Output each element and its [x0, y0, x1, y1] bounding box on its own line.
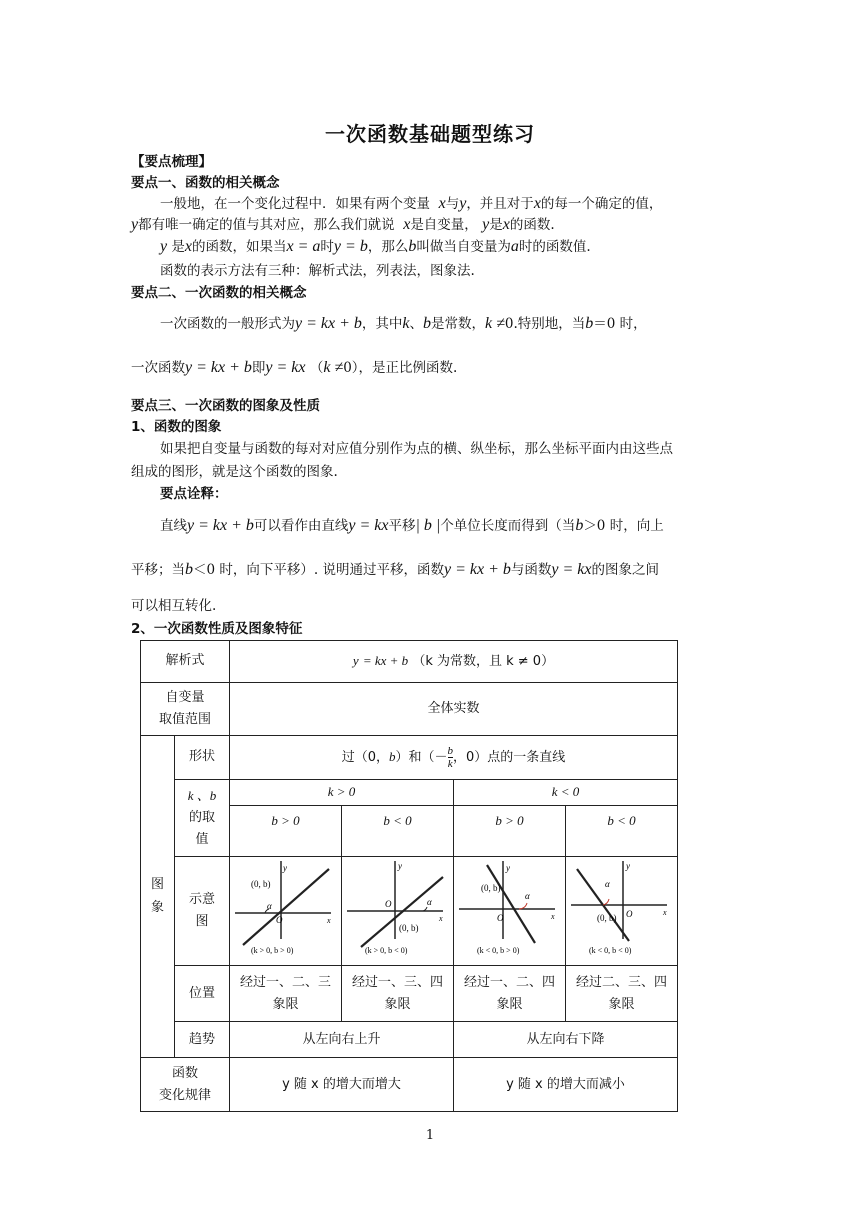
svg-text:O: O [496, 913, 503, 923]
graph-k-neg-b-neg [567, 857, 677, 957]
rule-up: y 随 x 的增大而增大 [230, 1058, 454, 1112]
svg-text:O: O [275, 915, 282, 925]
s3-sub-1: 1、函数的图象 [131, 419, 222, 435]
graph-label: 示意 图 [175, 857, 230, 966]
section-2-heading: 要点二、一次函数的相关概念 [131, 285, 307, 301]
svg-text:α: α [524, 891, 530, 901]
section-3-heading: 要点三、一次函数的图象及性质 [131, 398, 320, 414]
svg-text:x: x [326, 916, 331, 925]
svg-text:O: O [625, 909, 632, 919]
svg-text:α: α [266, 901, 272, 911]
caption-2: (k > 0, b < 0) [364, 946, 407, 955]
svg-text:α: α [604, 879, 610, 889]
graph-k-pos-b-neg [343, 857, 453, 957]
graph-cell-3 [454, 857, 566, 966]
svg-text:x: x [438, 914, 443, 923]
row-expression-label: 解析式 [141, 641, 230, 683]
s2-line-1: 一次函数的一般形式为y = kx + b，其中k、b是常数，k ≠0.特别地，当b＝0 时， [160, 315, 647, 332]
svg-text:O: O [384, 899, 391, 909]
row-domain-label: 自变量 取值范围 [141, 683, 230, 736]
svg-text:(0, b): (0, b) [480, 883, 500, 893]
row-domain-value: 全体实数 [230, 683, 678, 736]
s3-note: 要点诠释： [160, 486, 228, 502]
position-1: 经过一、二、三 象限 [230, 966, 342, 1022]
svg-text:(0, b): (0, b) [596, 913, 616, 923]
caption-3: (k < 0, b > 0) [476, 946, 519, 955]
graph-cell-2 [342, 857, 454, 966]
svg-text:y: y [282, 863, 287, 873]
s3-para-1: 如果把自变量与函数的每对对应值分别作为点的横、纵坐标，那么坐标平面内由这些点 [160, 441, 673, 457]
graph-k-neg-b-pos [455, 857, 565, 957]
svg-text:x: x [662, 908, 667, 917]
position-3: 经过一、二、四 象限 [454, 966, 566, 1022]
trend-up: 从左向右上升 [230, 1022, 454, 1058]
s3-line-1: 直线y = kx + b可以看作由直线y = kx平移| b |个单位长度而得到（当b＞0 时，向上 [160, 517, 664, 534]
graph-cell-1 [230, 857, 342, 966]
s1-line-3: y 是x的函数，如果当x = a时y = b，那么b叫做当自变量为a时的函数值. [160, 238, 591, 255]
trend-down: 从左向右下降 [454, 1022, 678, 1058]
row-expression-value: y = kx + b （k 为常数，且 k ≠ 0） [230, 641, 678, 683]
s1-line-1: 一般地，在一个变化过程中．如果有两个变量 x与y，并且对于x的每一个确定的值， [160, 195, 663, 212]
graph-group-label: 图 象 [141, 736, 175, 1058]
b-case-4: b < 0 [566, 806, 678, 857]
s2-line-2: 一次函数y = kx + b即y = kx （k ≠0），是正比例函数. [131, 359, 458, 376]
kb-label: k 、b 的取 值 [175, 780, 230, 857]
page-title: 一次函数基础题型练习 [325, 122, 535, 146]
position-4: 经过二、三、四 象限 [566, 966, 678, 1022]
svg-text:y: y [625, 861, 630, 871]
position-2: 经过一、三、四 象限 [342, 966, 454, 1022]
s3-para-2: 组成的图形，就是这个函数的图象. [131, 464, 338, 480]
svg-text:(0, b): (0, b) [250, 879, 270, 889]
svg-text:(0, b): (0, b) [398, 923, 418, 933]
graph-cell-4 [566, 857, 678, 966]
svg-text:y: y [397, 861, 402, 871]
s3-sub-2: 2、一次函数性质及图象特征 [131, 621, 303, 637]
svg-text:α: α [426, 897, 432, 907]
shape-value: 过（0，b）和（－ $\frac{b}{k}$ ，0）点的一条直线 [230, 736, 678, 780]
properties-table [140, 640, 678, 1112]
graph-k-pos-b-pos [231, 857, 341, 957]
page-number: 1 [425, 1128, 435, 1143]
svg-text:y: y [505, 863, 510, 873]
b-case-2: b < 0 [342, 806, 454, 857]
rule-label: 函数 变化规律 [141, 1058, 230, 1112]
k-negative: k < 0 [454, 780, 678, 806]
s1-line-4: 函数的表示方法有三种：解析式法，列表法，图象法. [160, 263, 475, 279]
s3-line-2: 平移；当b＜0 时，向下平移）. 说明通过平移，函数y = kx + b与函数y = kx的图象之间 [131, 561, 659, 578]
rule-down: y 随 x 的增大而减小 [454, 1058, 678, 1112]
caption-1: (k > 0, b > 0) [250, 946, 293, 955]
k-positive: k > 0 [230, 780, 454, 806]
b-case-3: b > 0 [454, 806, 566, 857]
section-1-heading: 要点一、函数的相关概念 [131, 175, 280, 191]
s3-line-3: 可以相互转化. [131, 598, 217, 614]
caption-4: (k < 0, b < 0) [588, 946, 631, 955]
svg-text:x: x [550, 912, 555, 921]
s1-line-2: y都有唯一确定的值与其对应，那么我们就说 x是自变量， y是x的函数. [131, 216, 555, 233]
b-case-1: b > 0 [230, 806, 342, 857]
position-label: 位置 [175, 966, 230, 1022]
shape-label: 形状 [175, 736, 230, 780]
summary-header: 【要点梳理】 [131, 154, 212, 170]
trend-label: 趋势 [175, 1022, 230, 1058]
